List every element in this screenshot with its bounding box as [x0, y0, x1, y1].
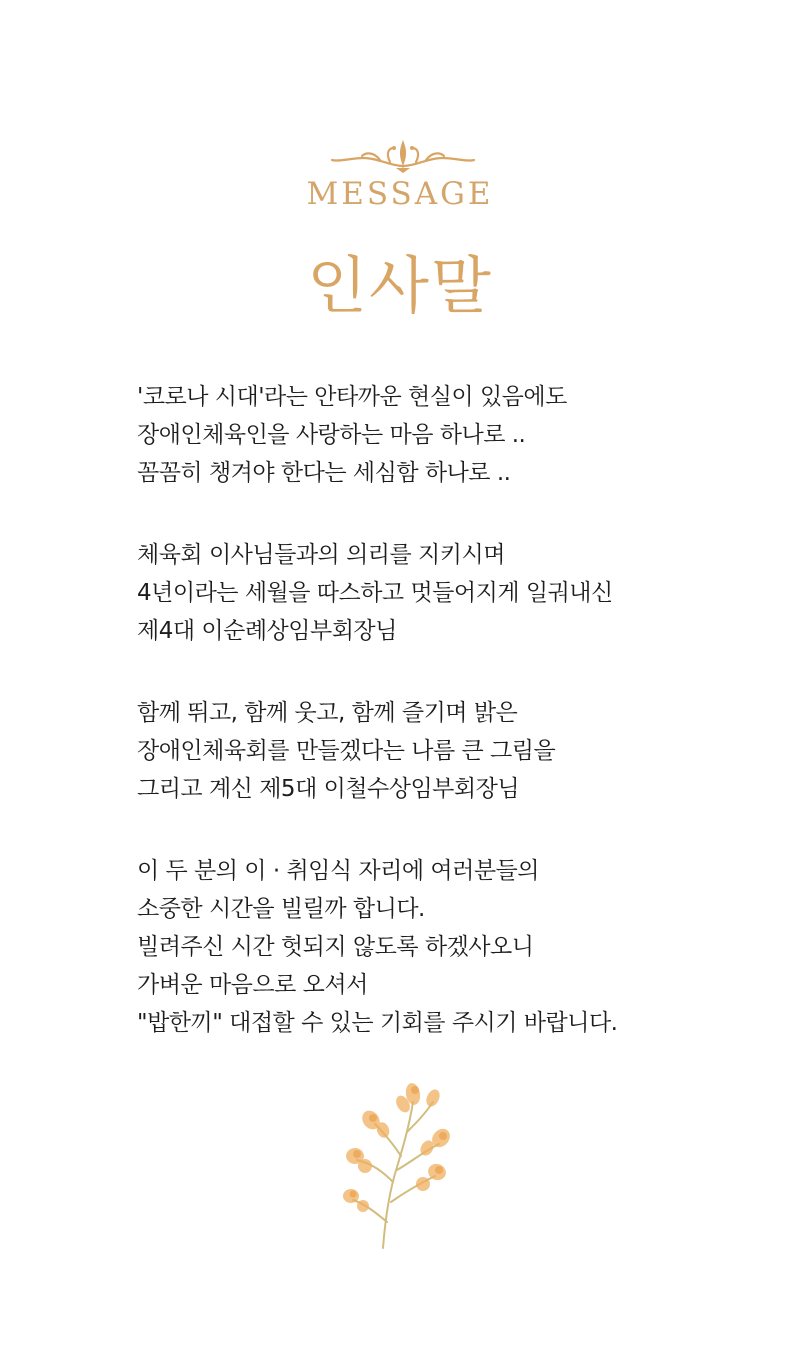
text-line: 가벼운 마음으로 오셔서 — [137, 972, 368, 998]
decorative-flourish-icon — [330, 136, 476, 176]
section-label: MESSAGE — [306, 176, 494, 212]
text-line: "밥한끼" 대접할 수 있는 기회를 주시기 바랍니다. — [137, 1010, 618, 1036]
paragraph — [137, 378, 757, 492]
text-line: 체육회 이사님들과의 의리를 지키시며 — [137, 542, 505, 568]
text-line: 4년이라는 세월을 따스하고 멋들어지게 일궈내신 — [137, 580, 613, 606]
watercolor-flower-icon — [335, 1072, 465, 1252]
paragraph — [137, 694, 757, 808]
page-title: 인사말 — [307, 249, 493, 322]
text-line: 장애인체육인을 사랑하는 마음 하나로 .. — [137, 422, 526, 448]
text-line: 빌려주신 시간 헛되지 않도록 하겠사오니 — [137, 934, 534, 960]
text-line: 제4대 이순례상임부회장님 — [137, 618, 397, 644]
paragraph — [137, 536, 757, 650]
message-body — [137, 378, 757, 1086]
text-line: 장애인체육회를 만들겠다는 나름 큰 그림을 — [137, 738, 556, 764]
paragraph — [137, 852, 757, 1042]
text-line: 함께 뛰고, 함께 웃고, 함께 즐기며 밝은 — [137, 700, 518, 726]
text-line: '코로나 시대'라는 안타까운 현실이 있음에도 — [137, 384, 567, 410]
text-line: 그리고 계신 제5대 이철수상임부회장님 — [137, 776, 520, 802]
text-line: 소중한 시간을 빌릴까 합니다. — [137, 896, 425, 922]
text-line: 이 두 분의 이 · 취임식 자리에 여러분들의 — [137, 858, 539, 884]
text-line: 꼼꼼히 챙겨야 한다는 세심함 하나로 .. — [137, 460, 511, 486]
